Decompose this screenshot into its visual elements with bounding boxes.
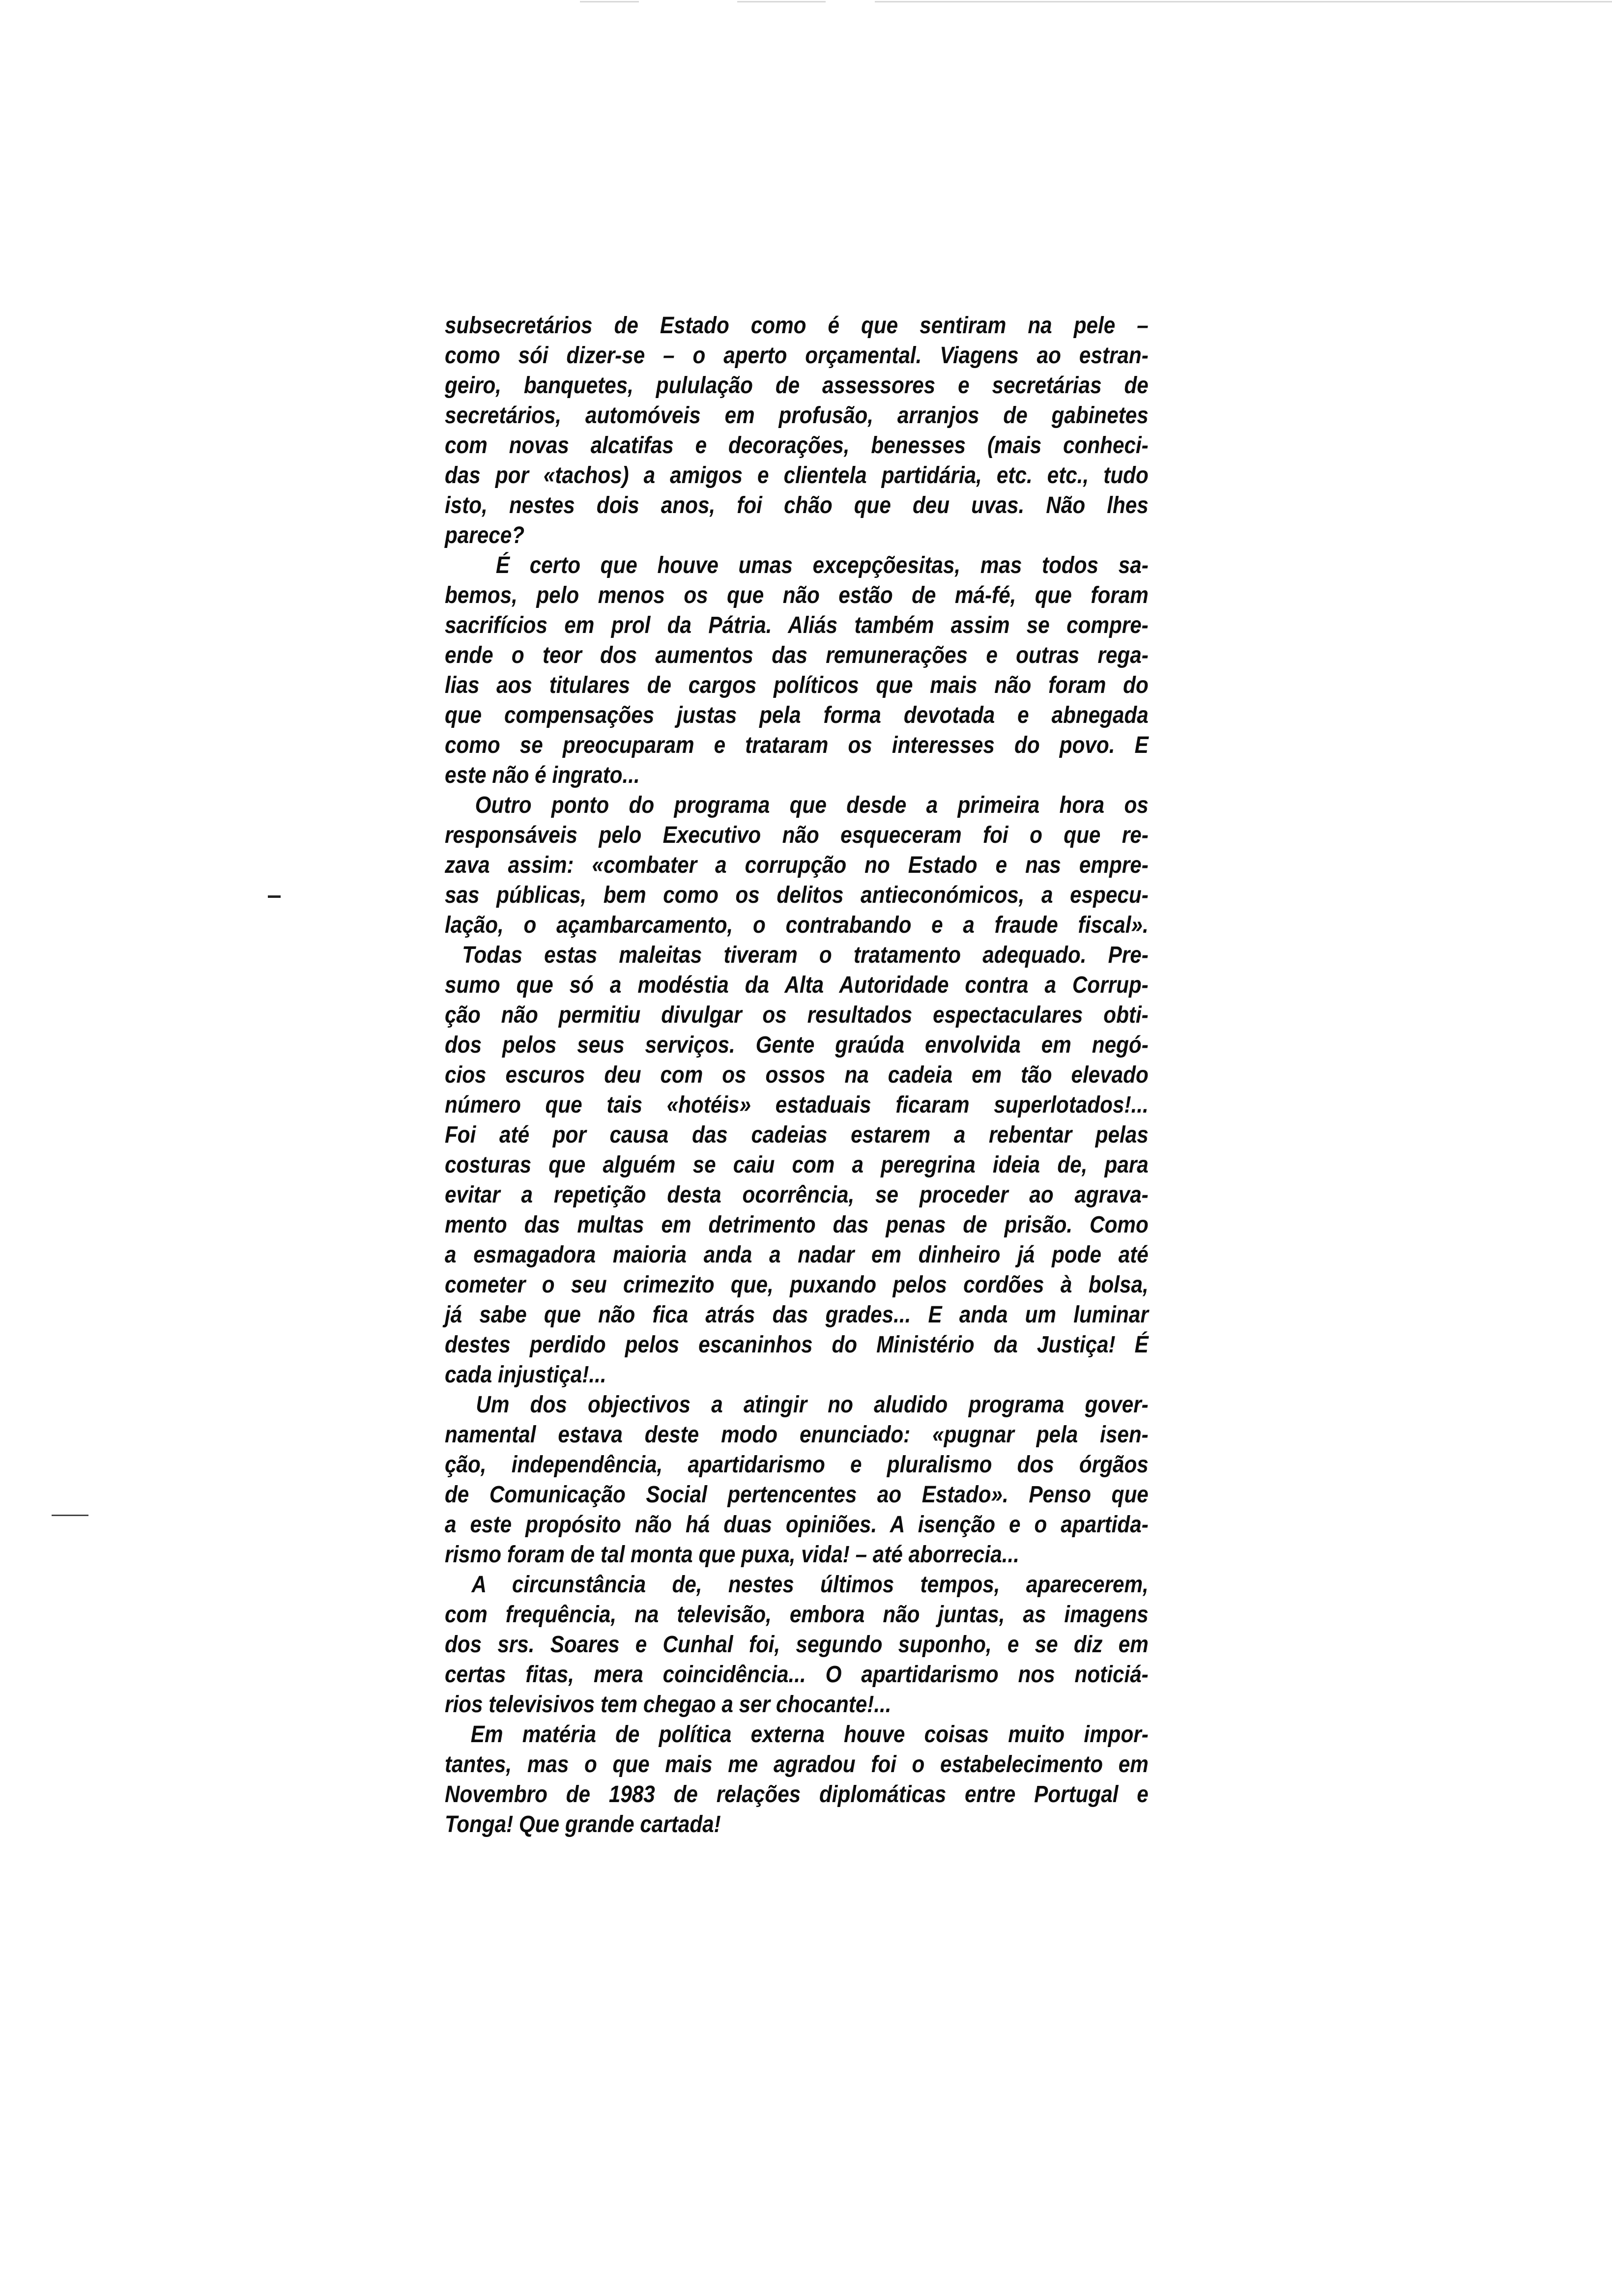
text-line: Em matéria de política externa houve coisas muito impor-	[470, 1722, 1149, 1748]
text-line: É certo que houve umas excepçõesitas, mas todos sa-	[495, 552, 1149, 578]
scan-speck	[52, 1515, 88, 1516]
text-line: certas fitas, mera coincidência... O apartidarismo nos noticiá-	[445, 1662, 1149, 1688]
text-line: secretários, automóveis em profusão, arranjos de gabinetes	[445, 402, 1149, 429]
text-line: rismo foram de tal monta que puxa, vida! – até aborrecia...	[445, 1542, 1019, 1568]
text-line: rios televisivos tem chegao a ser chocante!...	[445, 1692, 892, 1718]
text-line: cometer o seu crimezito que, puxando pelos cordões à bolsa,	[445, 1272, 1149, 1298]
text-line: Um dos objectivos a atingir no aludido programa gover-	[476, 1392, 1149, 1418]
text-line: A circunstância de, nestes últimos tempos, aparecerem,	[471, 1572, 1149, 1598]
text-line: cada injustiça!...	[445, 1362, 606, 1388]
paragraph	[445, 1720, 1149, 1839]
text-line: mento das multas em detrimento das penas de prisão. Como	[445, 1212, 1149, 1238]
article-body	[445, 311, 1149, 1839]
text-line: Foi até por causa das cadeias estarem a rebentar pelas	[445, 1122, 1149, 1148]
scan-edge-mark	[580, 1, 639, 2]
text-line: já sabe que não fica atrás das grades... E anda um luminar	[445, 1302, 1149, 1328]
text-line: cios escuros deu com os ossos na cadeia em tão elevado	[445, 1062, 1149, 1088]
text-line: responsáveis pelo Executivo não esqueceram foi o que re-	[445, 822, 1149, 848]
text-line: a esmagadora maioria anda a nadar em dinheiro já pode até	[445, 1242, 1149, 1268]
text-line: que compensações justas pela forma devotada e abnegada	[445, 702, 1149, 728]
scan-speck	[268, 895, 281, 898]
text-line: namental estava deste modo enunciado: «pugnar pela isen-	[445, 1422, 1149, 1448]
paragraph	[445, 1570, 1149, 1720]
text-line: dos srs. Soares e Cunhal foi, segundo suponho, e se diz em	[445, 1632, 1149, 1658]
text-line: lação, o açambarcamento, o contrabando e a fraude fiscal».	[445, 912, 1149, 938]
text-line: Tonga! Que grande cartada!	[445, 1811, 721, 1837]
paragraph	[445, 1390, 1149, 1570]
paragraph	[445, 550, 1149, 790]
text-line: bemos, pelo menos os que não estão de má-fé, que foram	[445, 582, 1149, 608]
text-line: Outro ponto do programa que desde a primeira hora os	[475, 792, 1149, 818]
text-line: dos pelos seus serviços. Gente graúda envolvida em negó-	[445, 1032, 1149, 1058]
text-line: destes perdido pelos escaninhos do Ministério da Justiça! É	[445, 1332, 1149, 1358]
text-line: ção, independência, apartidarismo e pluralismo dos órgãos	[445, 1452, 1149, 1478]
text-line: com frequência, na televisão, embora não juntas, as imagens	[445, 1602, 1149, 1628]
text-line: subsecretários de Estado como é que sentiram na pele –	[445, 313, 1149, 339]
text-line: zava assim: «combater a corrupção no Estado e nas empre-	[445, 852, 1149, 878]
paragraph	[445, 311, 1149, 550]
scan-edge-mark	[737, 1, 826, 2]
text-line: ende o teor dos aumentos das remunerações e outras rega-	[445, 642, 1149, 668]
text-line: ção não permitiu divulgar os resultados espectaculares obti-	[445, 1002, 1149, 1028]
text-line: sas públicas, bem como os delitos antieconómicos, a especu-	[445, 882, 1149, 908]
text-line: número que tais «hotéis» estaduais ficaram superlotados!...	[445, 1092, 1149, 1118]
paragraph	[445, 940, 1149, 1390]
text-line: a este propósito não há duas opiniões. A isenção e o apartida-	[445, 1512, 1149, 1538]
text-line: parece?	[445, 522, 525, 548]
scan-edge-mark	[875, 1, 1612, 2]
text-line: lias aos titulares de cargos políticos que mais não foram do	[445, 672, 1149, 698]
text-line: tantes, mas o que mais me agradou foi o estabelecimento em	[445, 1751, 1149, 1778]
text-line: das por «tachos) a amigos e clientela partidária, etc. etc., tudo	[445, 462, 1149, 488]
text-line: isto, nestes dois anos, foi chão que deu uvas. Não lhes	[445, 492, 1149, 518]
text-line: evitar a repetição desta ocorrência, se proceder ao agrava-	[445, 1182, 1149, 1208]
text-line: como se preocuparam e trataram os interesses do povo. E	[445, 732, 1149, 758]
text-line: com novas alcatifas e decorações, benesses (mais conheci-	[445, 432, 1149, 459]
text-line: de Comunicação Social pertencentes ao Estado». Penso que	[445, 1482, 1149, 1508]
text-line: sumo que só a modéstia da Alta Autoridade contra a Corrup-	[445, 972, 1149, 998]
text-line: sacrifícios em prol da Pátria. Aliás também assim se compre-	[445, 612, 1149, 638]
text-line: costuras que alguém se caiu com a peregrina ideia de, para	[445, 1152, 1149, 1178]
text-line: Novembro de 1983 de relações diplomáticas entre Portugal e	[445, 1781, 1149, 1808]
text-line: este não é ingrato...	[445, 762, 640, 788]
text-line: Todas estas maleitas tiveram o tratamento adequado. Pre-	[462, 942, 1149, 968]
text-line: geiro, banquetes, pululação de assessores e secretárias de	[445, 373, 1149, 399]
paragraph	[445, 790, 1149, 940]
text-line: como sói dizer-se – o aperto orçamental. Viagens ao estran-	[445, 343, 1149, 369]
